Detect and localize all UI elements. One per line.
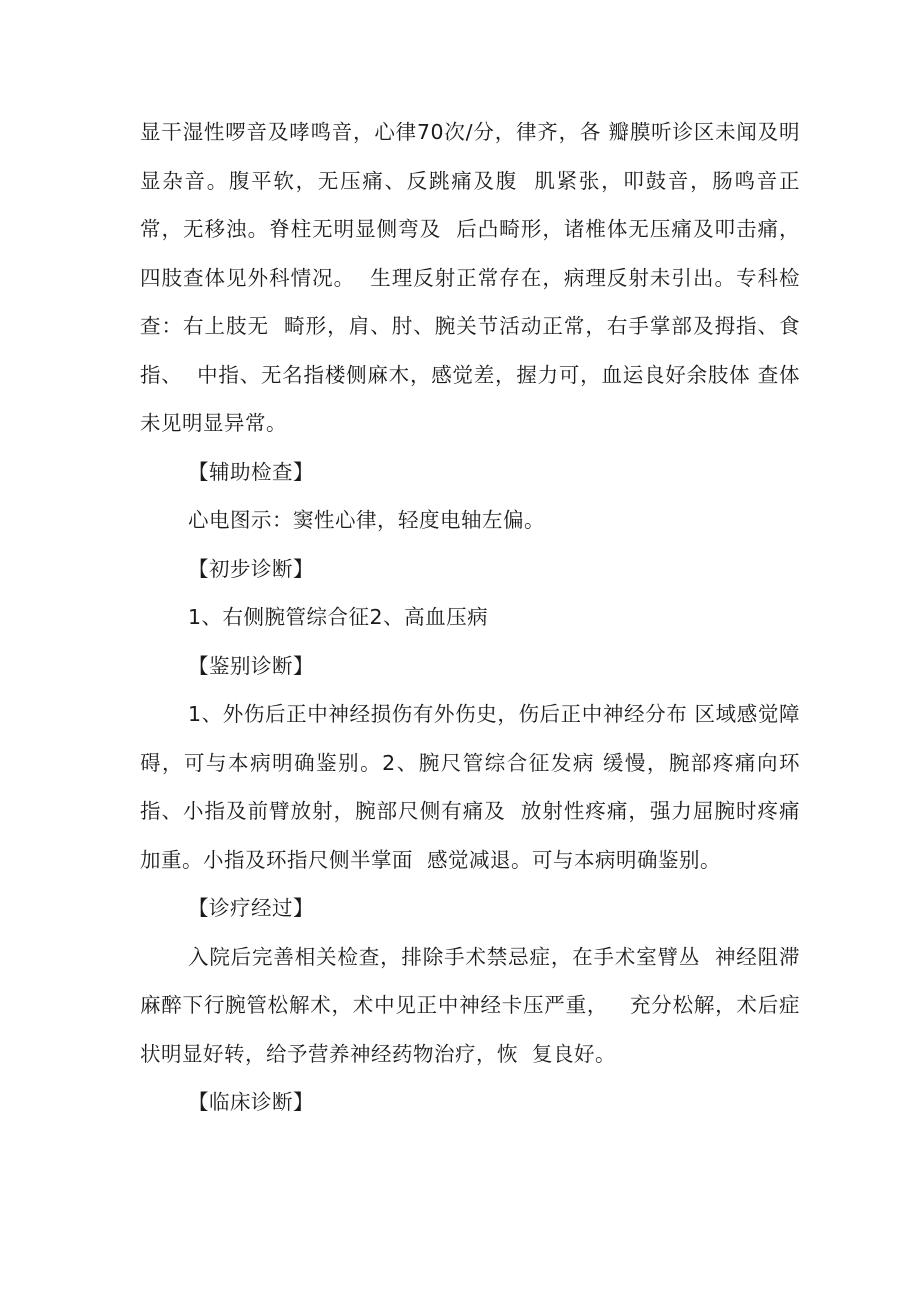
clinical-diagnosis-heading: 【临床诊断】 bbox=[188, 1090, 314, 1114]
physical-exam-paragraph: 显干湿性啰音及哮鸣音，心律70次/分，律齐，各 瓣膜听诊区未闻及明显杂音。腹平软，无压痛、反跳痛及腹 肌紧张，叩鼓音，肠鸣音正常，无移浊。脊柱无明显侧弯及 后凸畸形，诸椎体无压痛及叩击痛，四肢查体见外科情况。 生理反射正常存在，病理反射未引出。专科检查：右上肢无 畸形，肩、肘、腕关节活动正常，右手掌部及拇指、食指、 中指、无名指楼侧麻木，感觉差，握力可，血运良好余肢体 查体未见明显异常。 bbox=[140, 120, 800, 435]
aux-exam-text: 心电图示：窦性心律，轻度电轴左偏。 bbox=[188, 508, 545, 532]
prelim-diagnosis-heading: 【初步诊断】 bbox=[188, 556, 314, 581]
diff-diagnosis-text: 1、外伤后正中神经损伤有外伤史，伤后正中神经分布 区域感觉障碍，可与本病明确鉴别。2、腕尺管综合征发病 缓慢，腕部疼痛向环指、小指及前臂放射，腕部尺侧有痛及 放射性疼痛，强力屈腕时疼痛加重。小指及环指尺侧半掌面 感觉减退。可与本病明确鉴别。 bbox=[140, 702, 800, 872]
aux-exam-heading: 【辅助检查】 bbox=[188, 459, 314, 484]
diff-diagnosis-heading: 【鉴别诊断】 bbox=[188, 653, 314, 678]
treatment-heading: 【诊疗经过】 bbox=[188, 896, 314, 920]
treatment-text: 入院后完善相关检查，排除手术禁忌症，在手术室臂丛 神经阻滞麻醉下行腕管松解术，术中见正中神经卡压严重， 充分松解，术后症状明显好转，给予营养神经药物治疗，恢 复良好。 bbox=[140, 944, 800, 1066]
prelim-diagnosis-text: 1、右侧腕管综合征2、高血压病 bbox=[188, 605, 489, 629]
document-body bbox=[140, 108, 800, 1127]
